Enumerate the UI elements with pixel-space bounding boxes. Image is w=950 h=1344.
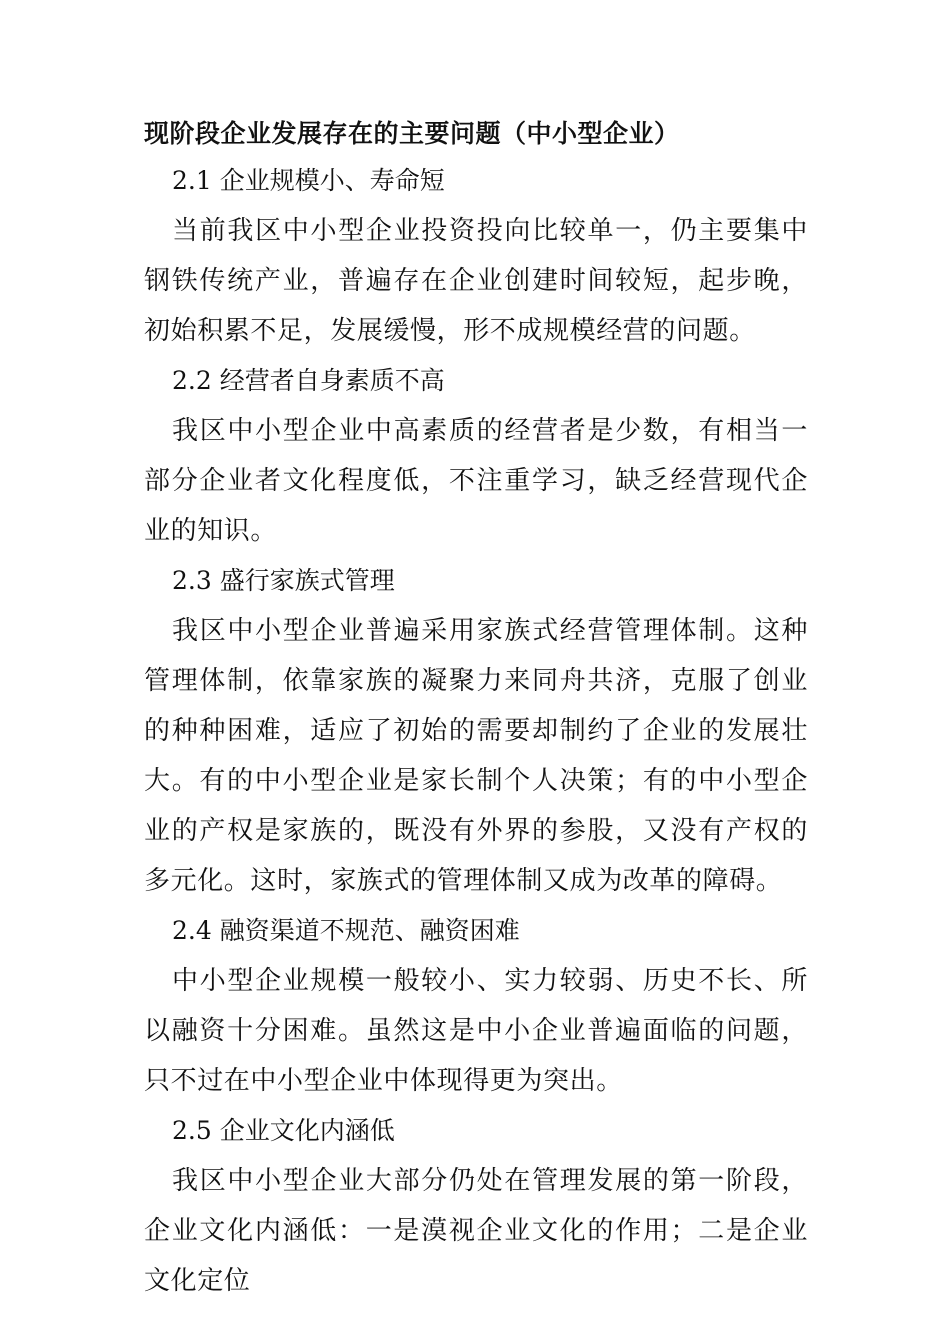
section-heading: 2.1 企业规模小、寿命短 xyxy=(172,166,445,195)
section-2-1 xyxy=(144,156,808,356)
section-2-3 xyxy=(144,556,808,906)
section-heading: 2.3 盛行家族式管理 xyxy=(172,566,395,595)
section-paragraph: 当前我区中小型企业投资投向比较单一，仍主要集中钢铁传统产业，普遍存在企业创建时间较短，起步晚，初始积累不足，发展缓慢，形不成规模经营的问题。 xyxy=(144,216,808,346)
document-title: 现阶段企业发展存在的主要问题（中小型企业） xyxy=(144,119,680,148)
section-paragraph: 我区中小型企业大部分仍处在管理发展的第一阶段，企业文化内涵低：一是漠视企业文化的作用；二是企业文化定位 xyxy=(144,1166,808,1296)
section-paragraph: 我区中小型企业普遍采用家族式经营管理体制。这种管理体制，依靠家族的凝聚力来同舟共济，克服了创业的种种困难，适应了初始的需要却制约了企业的发展壮大。有的中小型企业是家长制个人决策；有的中小型企业的产权是家族的，既没有外界的参股，又没有产权的多元化。这时，家族式的管理体制又成为改革的障碍。 xyxy=(144,616,808,896)
document-body xyxy=(144,112,808,1306)
section-heading: 2.4 融资渠道不规范、融资困难 xyxy=(172,916,520,945)
section-2-4 xyxy=(144,906,808,1106)
section-2-2 xyxy=(144,356,808,556)
section-2-5 xyxy=(144,1106,808,1306)
section-heading: 2.2 经营者自身素质不高 xyxy=(172,366,445,395)
section-paragraph: 我区中小型企业中高素质的经营者是少数，有相当一部分企业者文化程度低，不注重学习，缺乏经营现代企业的知识。 xyxy=(144,416,808,546)
section-paragraph: 中小型企业规模一般较小、实力较弱、历史不长、所以融资十分困难。虽然这是中小企业普遍面临的问题，只不过在中小型企业中体现得更为突出。 xyxy=(144,966,808,1096)
section-heading: 2.5 企业文化内涵低 xyxy=(172,1116,395,1145)
